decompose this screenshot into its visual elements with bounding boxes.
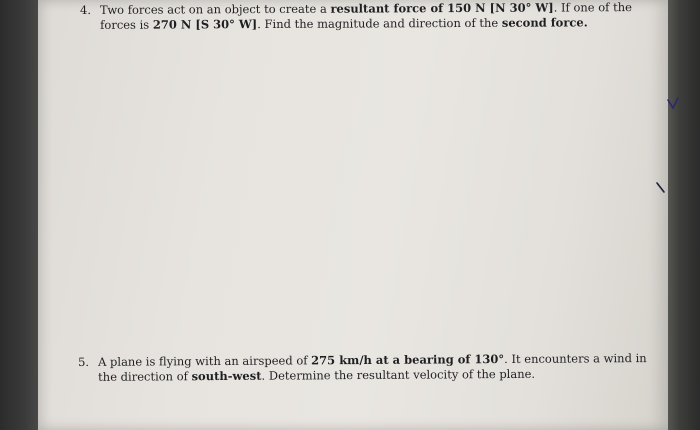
pen-mark-icon (666, 96, 680, 112)
problem-5 (78, 351, 658, 385)
problem-4-segment: . If one of the forces is (100, 0, 632, 32)
desk-left-edge (0, 0, 40, 430)
problem-4-segment: . Find the magnitude and direction of the (257, 15, 502, 32)
problem-4-segment-bold: second force. (501, 15, 588, 30)
problem-5-segment-bold: south-west (191, 368, 262, 384)
problem-5-text (98, 351, 658, 385)
problem-4-segment-bold: 270 N [S 30° W] (152, 17, 258, 32)
problem-4-number: 4. (80, 2, 92, 17)
desk-right-edge (666, 0, 700, 430)
problem-4-segment: Two forces act on an object to create a (99, 1, 331, 17)
problem-5-segment: . Determine the resultant velocity of the plane. (261, 366, 536, 383)
problem-5-segment-bold: 275 km/h at a bearing of 130° (311, 352, 505, 368)
worksheet-page (38, 0, 668, 430)
pen-mark-icon (654, 180, 668, 196)
problem-4-text (100, 0, 650, 33)
problem-4-segment-bold: resultant force of 150 N [N 30° W] (330, 0, 554, 16)
problem-5-number: 5. (78, 354, 90, 369)
problem-5-segment: A plane is flying with an airspeed of (97, 353, 312, 369)
problem-4 (80, 0, 650, 33)
problem-5-segment: . It encounters a wind in the direction of (98, 351, 647, 384)
